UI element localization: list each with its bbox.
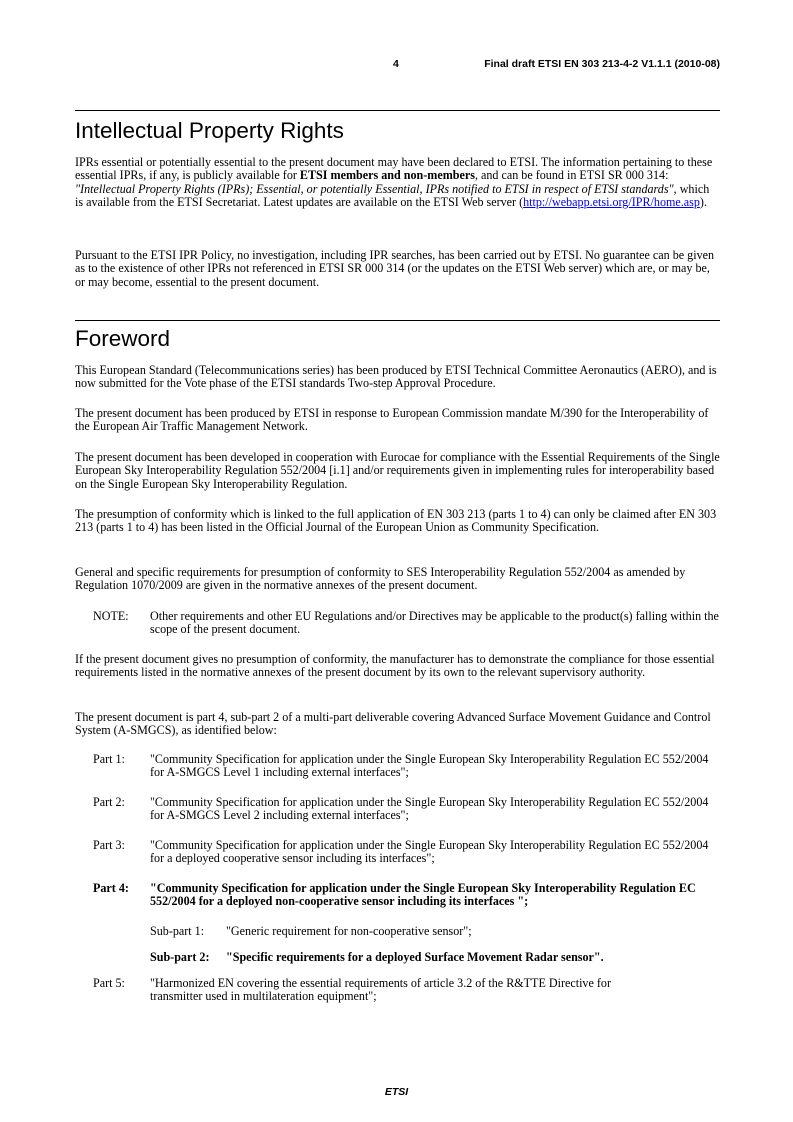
ipr-heading: Intellectual Property Rights <box>75 118 344 143</box>
foreword-paragraph-4: The presumption of conformity which is linked to the full application of EN 303 213 (parts 1 to 4) can only be claimed after EN 303 213 (parts 1 to 4) has been listed in the Official Journal of the European Union as Community Specification. <box>75 507 717 535</box>
part-text: "Community Specification for application under the Single European Sky Interoperability Regulation EC 552/2004 for A-SMGCS Level 1 including external interfaces"; <box>150 752 709 780</box>
part-label: Part 1: <box>93 752 125 766</box>
section-rule <box>75 320 720 321</box>
list-item <box>93 753 720 781</box>
foreword-paragraph-1: This European Standard (Telecommunications series) has been produced by ETSI Technical Committee Aeronautics (AERO), and is now submitted for the Vote phase of the ETSI standards Two-step Approval Procedure. <box>75 363 717 391</box>
document-title: Final draft ETSI EN 303 213-4-2 V1.1.1 (2010-08) <box>484 58 720 70</box>
foreword-paragraph-3: The present document has been developed in cooperation with Eurocae for compliance with the Essential Requirements of the Single European Sky Interoperability Regulation 552/2004 [i.1] and/or requirements given in implementing rules for interoperability based on the Single European Sky Interoperability Regulation. <box>75 450 720 491</box>
foreword-paragraph-7: The present document is part 4, sub-part 2 of a multi-part deliverable covering Advanced Surface Movement Guidance and Control System (A-SMGCS), as identified below: <box>75 710 711 738</box>
note <box>93 610 720 638</box>
page-header <box>75 58 720 72</box>
foreword-paragraph-2: The present document has been produced by ETSI in response to European Commission mandate M/390 for the Interoperability of the European Air Traffic Management Network. <box>75 406 709 434</box>
part-label: Part 5: <box>93 976 125 990</box>
list-item <box>93 796 720 824</box>
foreword-paragraph-5: General and specific requirements for presumption of conformity to SES Interoperability Regulation 552/2004 as amended by Regulation 1070/2009 are given in the normative annexes of the present document. <box>75 565 686 593</box>
sub-list-item <box>150 925 720 939</box>
subpart-text: "Specific requirements for a deployed Surface Movement Radar sensor". <box>226 950 604 964</box>
page-footer: ETSI <box>384 1086 409 1098</box>
foreword-paragraph-6: If the present document gives no presumption of conformity, the manufacturer has to demonstrate the compliance for those essential requirements listed in the normative annexes of the present document by its own to the relevant supervisory authority. <box>75 652 715 680</box>
list-item <box>93 839 720 867</box>
note-text: Other requirements and other EU Regulations and/or Directives may be applicable to the product(s) falling within the scope of the present document. <box>150 609 719 637</box>
part-text: "Community Specification for application under the Single European Sky Interoperability Regulation EC 552/2004 for a deployed non-cooperative sensor including its interfaces "; <box>150 881 696 909</box>
ipr-link[interactable]: http://webapp.etsi.org/IPR/home.asp <box>523 194 700 209</box>
part-label: Part 3: <box>93 838 125 852</box>
foreword-heading: Foreword <box>75 326 171 351</box>
part-text: "Harmonized EN covering the essential requirements of article 3.2 of the R&TTE Directive for transmitter used in multilateration equipment"; <box>150 976 611 1004</box>
part-label: Part 4: <box>93 881 129 895</box>
note-label: NOTE: <box>93 609 129 623</box>
ipr-paragraph-2: Pursuant to the ETSI IPR Policy, no investigation, including IPR searches, has been carried out by ETSI. No guarantee can be given as to the existence of other IPRs not referenced in ETSI SR 000 314 (or the updates on the ETSI Web server) which are, or may be, or may become, essential to the present document. <box>75 248 715 289</box>
section-rule <box>75 110 720 111</box>
ipr-paragraph-1: IPRs essential or potentially essential to the present document may have been declared to ETSI. The information pertaining to these essential IPRs, if any, is publicly available for ETSI members and non-members, and can be found in ETSI SR 000 314: "Intellectual Property Rights (IPRs); Essential, or potentially Essential, IPRs notified to ETSI in respect of ETSI standards", which is available from the ETSI Secretariat. Latest updates are available on the ETSI Web server (http://webapp.etsi.org/IPR/home.asp). <box>75 155 713 209</box>
part-label: Part 2: <box>93 795 125 809</box>
list-item <box>93 977 720 1005</box>
subpart-text: "Generic requirement for non-cooperative sensor"; <box>226 924 472 938</box>
list-item <box>93 882 720 910</box>
subpart-label: Sub-part 1: <box>150 924 205 938</box>
subpart-label: Sub-part 2: <box>150 950 210 964</box>
page-number: 4 <box>393 58 399 70</box>
part-text: "Community Specification for application under the Single European Sky Interoperability Regulation EC 552/2004 for A-SMGCS Level 2 including external interfaces"; <box>150 795 709 823</box>
part-text: "Community Specification for application under the Single European Sky Interoperability Regulation EC 552/2004 for a deployed cooperative sensor including its interfaces"; <box>150 838 709 866</box>
sub-list-item <box>150 951 720 965</box>
